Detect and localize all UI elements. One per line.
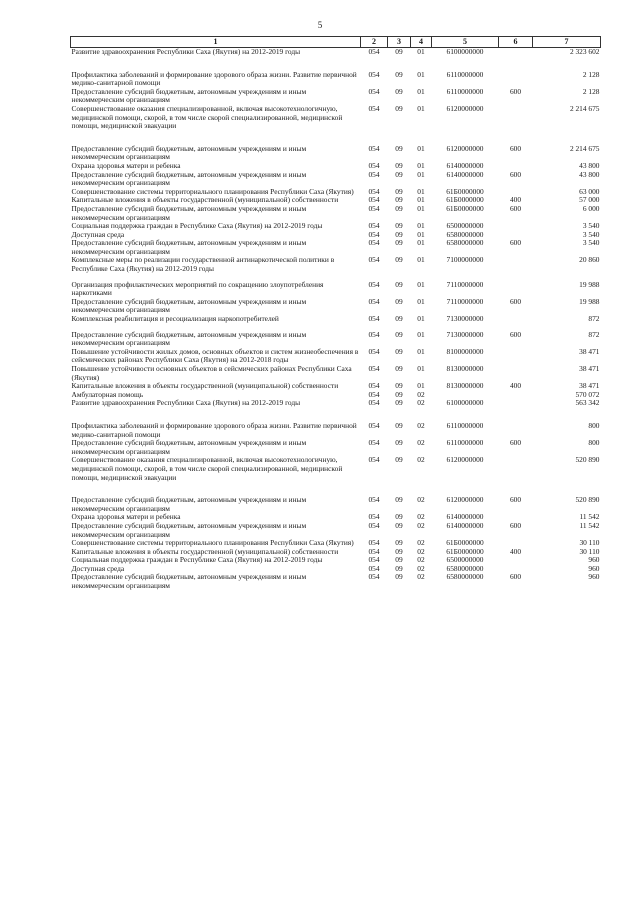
table-row xyxy=(71,88,601,105)
row-grbs: 054 xyxy=(368,538,380,548)
row-name: Охрана здоровья матери и ребенка xyxy=(71,512,181,522)
header-row xyxy=(71,37,601,48)
row-section: 09 xyxy=(395,495,403,505)
row-amount: 11 542 xyxy=(579,520,600,530)
row-section: 09 xyxy=(395,572,403,582)
row-name: Организация профилактических мероприятий по сокращению злоупотребления наркотиками xyxy=(71,279,324,298)
row-section: 09 xyxy=(395,186,403,196)
row-amount: 960 xyxy=(588,555,600,565)
row-expense-type xyxy=(499,365,533,382)
row-subsection: 01 xyxy=(417,346,425,356)
row-grbs: 054 xyxy=(368,143,380,153)
row-subsection: 01 xyxy=(417,238,425,248)
row-name: Профилактика заболеваний и формирование здорового образа жизни. Развитие первичной медико-санитарной помощи xyxy=(71,420,357,439)
table-row xyxy=(71,239,601,256)
row-amount: 3 540 xyxy=(582,221,600,231)
row-expense-type xyxy=(499,105,533,145)
row-grbs: 054 xyxy=(368,512,380,522)
row-grbs: 054 xyxy=(368,296,380,306)
row-section: 09 xyxy=(395,47,403,56)
row-expense-type xyxy=(499,222,533,231)
budget-table xyxy=(70,36,601,591)
row-target-article: 6120000000 xyxy=(446,495,484,505)
row-amount: 11 542 xyxy=(579,512,600,522)
row-amount: 20 860 xyxy=(579,255,600,265)
row-name: Предоставление субсидий бюджетным, автономным учреждениям и иным некоммерческим организациям xyxy=(71,329,307,348)
row-target-article: 61Б0000000 xyxy=(446,203,484,213)
row-grbs: 054 xyxy=(368,279,380,289)
row-target-article: 7100000000 xyxy=(446,255,484,265)
row-section: 09 xyxy=(395,389,403,399)
row-target-article: 7110000000 xyxy=(446,296,484,306)
header-col-4: 4 xyxy=(411,37,432,48)
row-amount: 3 540 xyxy=(582,229,600,239)
table-row xyxy=(71,556,601,565)
row-amount: 2 214 675 xyxy=(569,103,600,113)
row-grbs: 054 xyxy=(368,364,380,373)
header-col-3: 3 xyxy=(388,37,411,48)
row-name: Предоставление субсидий бюджетным, автономным учреждениям и иным некоммерческим организациям xyxy=(71,438,307,456)
row-section: 09 xyxy=(395,143,403,153)
row-target-article: 6100000000 xyxy=(446,398,484,408)
row-amount: 3 540 xyxy=(582,238,600,248)
row-expense-type: 600 xyxy=(509,520,522,530)
row-target-article: 8130000000 xyxy=(446,381,484,391)
row-section: 09 xyxy=(395,238,403,248)
table-row xyxy=(71,331,601,348)
row-expense-type xyxy=(499,256,533,280)
row-target-article: 7110000000 xyxy=(446,279,484,289)
row-target-article: 6120000000 xyxy=(446,455,484,465)
row-name: Охрана здоровья матери и ребенка xyxy=(71,160,181,170)
row-name: Доступная среда xyxy=(71,563,125,573)
row-target-article: 6580000000 xyxy=(446,238,484,248)
row-name: Амбулаторная помощь xyxy=(71,389,144,399)
row-subsection: 02 xyxy=(417,495,425,505)
row-subsection: 01 xyxy=(417,229,425,239)
row-grbs: 054 xyxy=(368,546,380,556)
row-grbs: 054 xyxy=(368,238,380,248)
table-row xyxy=(71,315,601,331)
row-target-article: 61Б0000000 xyxy=(446,538,484,548)
table-row xyxy=(71,105,601,145)
row-grbs: 054 xyxy=(368,563,380,573)
row-expense-type xyxy=(499,422,533,439)
row-expense-type: 600 xyxy=(509,86,522,96)
row-subsection: 01 xyxy=(417,296,425,306)
row-amount: 872 xyxy=(588,329,600,339)
table-row xyxy=(71,522,601,539)
row-subsection: 01 xyxy=(417,221,425,231)
row-subsection: 02 xyxy=(417,438,425,448)
row-subsection: 01 xyxy=(417,329,425,339)
table-row xyxy=(71,573,601,590)
row-subsection: 02 xyxy=(417,389,425,399)
row-grbs: 054 xyxy=(368,329,380,339)
header-col-1: 1 xyxy=(71,37,361,48)
row-subsection: 01 xyxy=(417,203,425,213)
row-subsection: 02 xyxy=(417,555,425,565)
row-name: Капитальные вложения в объекты государственной (муниципальной) собственности xyxy=(71,195,339,205)
row-name: Предоставление субсидий бюджетным, автономным учреждениям и иным некоммерческим организациям xyxy=(71,495,307,513)
row-section: 09 xyxy=(395,86,403,96)
row-section: 09 xyxy=(395,438,403,448)
row-amount: 30 110 xyxy=(579,546,600,556)
row-grbs: 054 xyxy=(368,195,380,205)
row-section: 09 xyxy=(395,546,403,556)
row-target-article: 8100000000 xyxy=(446,346,484,356)
row-name: Доступная среда xyxy=(71,229,125,239)
row-name: Совершенствование оказания специализированной, включая высокотехнологичную, медицинской помощи, скорой, в том числе скорой специализированной, медицинской помощи, медицинской эвакуации xyxy=(71,455,343,482)
row-name: Развитие здравоохранения Республики Саха (Якутия) на 2012-2019 годы xyxy=(71,47,301,56)
row-grbs: 054 xyxy=(368,186,380,196)
row-amount: 800 xyxy=(588,438,600,448)
row-target-article: 6110000000 xyxy=(446,86,484,96)
header-col-2: 2 xyxy=(361,37,388,48)
row-amount: 63 000 xyxy=(579,186,600,196)
row-amount: 19 988 xyxy=(579,279,600,289)
row-expense-type: 600 xyxy=(509,438,522,448)
row-target-article: 6110000000 xyxy=(446,69,484,79)
row-amount: 520 890 xyxy=(575,495,600,505)
row-name: Социальная поддержка граждан в Республике Саха (Якутия) на 2012-2019 годы xyxy=(71,555,323,565)
row-target-article: 6120000000 xyxy=(446,143,484,153)
row-grbs: 054 xyxy=(368,346,380,356)
row-amount: 872 xyxy=(588,314,600,324)
row-name: Комплексные меры по реализации государственной антинаркотической политики в Республике Саха (Якутия) на 2012-2019 годы xyxy=(71,255,335,274)
row-amount: 38 471 xyxy=(579,381,600,391)
row-expense-type xyxy=(499,556,533,565)
row-expense-type: 400 xyxy=(509,381,522,391)
row-name: Развитие здравоохранения Республики Саха (Якутия) на 2012-2019 годы xyxy=(71,398,301,408)
row-amount: 2 214 675 xyxy=(569,143,600,153)
row-subsection: 01 xyxy=(417,169,425,179)
row-target-article: 6140000000 xyxy=(446,512,484,522)
row-name: Капитальные вложения в объекты государственной (муниципальной) собственности xyxy=(71,546,339,556)
row-expense-type: 600 xyxy=(509,169,522,179)
table-row xyxy=(71,348,601,365)
row-subsection: 02 xyxy=(417,512,425,522)
row-grbs: 054 xyxy=(368,103,380,113)
table-row xyxy=(71,205,601,222)
row-grbs: 054 xyxy=(368,381,380,391)
table-row xyxy=(71,171,601,188)
row-section: 09 xyxy=(395,346,403,356)
row-subsection: 02 xyxy=(417,572,425,582)
row-target-article: 6580000000 xyxy=(446,572,484,582)
header-col-6: 6 xyxy=(499,37,533,48)
row-amount: 2 323 602 xyxy=(569,47,600,56)
row-amount: 570 072 xyxy=(575,389,600,399)
row-section: 09 xyxy=(395,455,403,465)
row-amount: 30 110 xyxy=(579,538,600,548)
table-row xyxy=(71,256,601,280)
table-row xyxy=(71,365,601,382)
row-subsection: 01 xyxy=(417,364,425,373)
row-section: 09 xyxy=(395,69,403,79)
row-subsection: 01 xyxy=(417,195,425,205)
row-grbs: 054 xyxy=(368,572,380,582)
row-target-article: 6500000000 xyxy=(446,221,484,231)
row-section: 09 xyxy=(395,329,403,339)
row-subsection: 01 xyxy=(417,103,425,113)
row-section: 09 xyxy=(395,512,403,522)
row-amount: 19 988 xyxy=(579,296,600,306)
table-row xyxy=(71,145,601,162)
table-row xyxy=(71,382,601,391)
row-expense-type: 600 xyxy=(509,143,522,153)
row-amount: 563 342 xyxy=(575,398,600,408)
table-row xyxy=(71,496,601,513)
row-expense-type: 400 xyxy=(509,546,522,556)
row-grbs: 054 xyxy=(368,169,380,179)
row-grbs: 054 xyxy=(368,398,380,408)
row-expense-type: 600 xyxy=(509,203,522,213)
row-name: Социальная поддержка граждан в Республике Саха (Якутия) на 2012-2019 годы xyxy=(71,221,323,231)
row-grbs: 054 xyxy=(368,69,380,79)
row-section: 09 xyxy=(395,103,403,113)
row-section: 09 xyxy=(395,563,403,573)
table-row xyxy=(71,222,601,231)
row-section: 09 xyxy=(395,195,403,205)
row-target-article: 6140000000 xyxy=(446,169,484,179)
row-section: 09 xyxy=(395,520,403,530)
row-name: Предоставление субсидий бюджетным, автономным учреждениям и иным некоммерческим организациям xyxy=(71,143,307,162)
row-target-article: 61Б0000000 xyxy=(446,546,484,556)
row-section: 09 xyxy=(395,160,403,170)
row-subsection: 01 xyxy=(417,186,425,196)
row-target-article: 6580000000 xyxy=(446,563,484,573)
row-amount: 38 471 xyxy=(579,364,600,373)
row-name: Предоставление субсидий бюджетным, автономным учреждениям и иным некоммерческим организациям xyxy=(71,520,307,539)
row-name: Повышение устойчивости основных объектов в сейсмических районах Республики Саха (Якутия) xyxy=(71,364,352,382)
row-amount: 38 471 xyxy=(579,346,600,356)
row-section: 09 xyxy=(395,555,403,565)
table-row xyxy=(71,298,601,315)
row-target-article: 6110000000 xyxy=(446,438,484,448)
row-name: Предоставление субсидий бюджетным, автономным учреждениям и иным некоммерческим организациям xyxy=(71,296,307,315)
row-grbs: 054 xyxy=(368,314,380,324)
row-amount: 43 800 xyxy=(579,169,600,179)
row-subsection: 02 xyxy=(417,398,425,408)
row-section: 09 xyxy=(395,538,403,548)
row-section: 09 xyxy=(395,221,403,231)
row-expense-type: 600 xyxy=(509,572,522,582)
row-grbs: 054 xyxy=(368,229,380,239)
row-subsection: 02 xyxy=(417,455,425,465)
row-target-article: 6580000000 xyxy=(446,229,484,239)
row-subsection: 01 xyxy=(417,314,425,324)
row-grbs: 054 xyxy=(368,420,380,430)
row-target-article: 8130000000 xyxy=(446,364,484,373)
row-grbs: 054 xyxy=(368,495,380,505)
table-row xyxy=(71,422,601,439)
row-expense-type: 600 xyxy=(509,329,522,339)
row-expense-type xyxy=(499,399,533,422)
row-grbs: 054 xyxy=(368,455,380,465)
row-amount: 57 000 xyxy=(579,195,600,205)
header-col-7: 7 xyxy=(533,37,601,48)
row-section: 09 xyxy=(395,169,403,179)
row-grbs: 054 xyxy=(368,160,380,170)
table-row xyxy=(71,48,601,71)
row-grbs: 054 xyxy=(368,555,380,565)
row-target-article: 6100000000 xyxy=(446,47,484,56)
row-subsection: 01 xyxy=(417,381,425,391)
row-amount: 43 800 xyxy=(579,160,600,170)
row-section: 09 xyxy=(395,229,403,239)
row-target-article: 6140000000 xyxy=(446,520,484,530)
row-expense-type: 600 xyxy=(509,495,522,505)
row-grbs: 054 xyxy=(368,520,380,530)
row-name: Предоставление субсидий бюджетным, автономным учреждениям и иным некоммерческим организациям xyxy=(71,86,307,105)
row-subsection: 02 xyxy=(417,538,425,548)
row-target-article: 6110000000 xyxy=(446,420,484,430)
row-grbs: 054 xyxy=(368,203,380,213)
row-name: Капитальные вложения в объекты государственной (муниципальной) собственности xyxy=(71,381,339,391)
row-expense-type: 600 xyxy=(509,238,522,248)
row-name: Предоставление субсидий бюджетным, автономным учреждениям и иным некоммерческим организациям xyxy=(71,572,307,591)
row-expense-type xyxy=(499,71,533,88)
row-subsection: 02 xyxy=(417,420,425,430)
row-section: 09 xyxy=(395,203,403,213)
row-expense-type: 600 xyxy=(509,296,522,306)
row-name: Предоставление субсидий бюджетным, автономным учреждениям и иным некоммерческим организациям xyxy=(71,169,307,188)
row-section: 09 xyxy=(395,398,403,408)
row-name: Совершенствование системы территориального планирования Республики Саха (Якутия) xyxy=(71,538,354,548)
row-amount: 520 890 xyxy=(575,455,600,465)
row-grbs: 054 xyxy=(368,438,380,448)
row-grbs: 054 xyxy=(368,86,380,96)
row-subsection: 01 xyxy=(417,47,425,56)
row-section: 09 xyxy=(395,364,403,373)
row-grbs: 054 xyxy=(368,389,380,399)
row-section: 09 xyxy=(395,381,403,391)
row-subsection: 02 xyxy=(417,520,425,530)
row-expense-type xyxy=(499,456,533,496)
page-number: 5 xyxy=(317,20,323,30)
row-grbs: 054 xyxy=(368,47,380,56)
row-amount: 6 000 xyxy=(582,203,600,213)
row-amount: 2 128 xyxy=(582,86,600,96)
row-amount: 800 xyxy=(588,420,600,430)
row-target-article: 6120000000 xyxy=(446,103,484,113)
row-expense-type xyxy=(499,391,533,400)
row-section: 09 xyxy=(395,279,403,289)
table-row xyxy=(71,456,601,496)
row-target-article: 61Б0000000 xyxy=(446,195,484,205)
row-target-article: 7130000000 xyxy=(446,314,484,324)
row-amount: 960 xyxy=(588,572,600,582)
row-subsection: 01 xyxy=(417,279,425,289)
row-subsection: 01 xyxy=(417,69,425,79)
row-target-article: 6140000000 xyxy=(446,160,484,170)
table-header xyxy=(71,37,601,48)
row-subsection: 01 xyxy=(417,143,425,153)
header-col-5: 5 xyxy=(432,37,499,48)
row-expense-type xyxy=(499,315,533,331)
row-section: 09 xyxy=(395,296,403,306)
row-grbs: 054 xyxy=(368,255,380,265)
row-expense-type xyxy=(499,348,533,365)
row-target-article: 61Б0000000 xyxy=(446,186,484,196)
table-row xyxy=(71,399,601,422)
row-name: Повышение устойчивости жилых домов, основных объектов и систем жизнеобеспечения в сейсмических районах Республики Саха (Якутия) на 2012-2018 годы xyxy=(71,346,359,365)
row-section: 09 xyxy=(395,314,403,324)
table-row xyxy=(71,71,601,88)
table-row xyxy=(71,281,601,298)
row-amount: 960 xyxy=(588,563,600,573)
row-subsection: 01 xyxy=(417,255,425,265)
row-subsection: 02 xyxy=(417,563,425,573)
row-target-article: 6500000000 xyxy=(446,555,484,565)
row-name: Предоставление субсидий бюджетным, автономным учреждениям и иным некоммерческим организациям xyxy=(71,203,307,222)
row-subsection: 01 xyxy=(417,160,425,170)
row-expense-type xyxy=(499,281,533,298)
row-name: Совершенствование системы территориального планирования Республики Саха (Якутия) xyxy=(71,186,354,196)
row-expense-type: 400 xyxy=(509,195,522,205)
row-target-article: 7130000000 xyxy=(446,329,484,339)
row-grbs: 054 xyxy=(368,221,380,231)
row-name: Профилактика заболеваний и формирование здорового образа жизни. Развитие первичной медико-санитарной помощи xyxy=(71,69,357,88)
row-name: Совершенствование оказания специализированной, включая высокотехнологичную, медицинской помощи, скорой, в том числе скорой специализированной, медицинской помощи, медицинской эвакуации xyxy=(71,103,343,131)
row-amount: 2 128 xyxy=(582,69,600,79)
row-expense-type xyxy=(499,48,533,71)
row-name: Предоставление субсидий бюджетным, автономным учреждениям и иным некоммерческим организациям xyxy=(71,238,307,256)
row-section: 09 xyxy=(395,255,403,265)
row-name: Комплексная реабилитация и ресоциализация наркопотребителей xyxy=(71,314,279,324)
table-body xyxy=(71,48,601,591)
row-subsection: 02 xyxy=(417,546,425,556)
row-subsection: 01 xyxy=(417,86,425,96)
row-section: 09 xyxy=(395,420,403,430)
table-row xyxy=(71,439,601,456)
